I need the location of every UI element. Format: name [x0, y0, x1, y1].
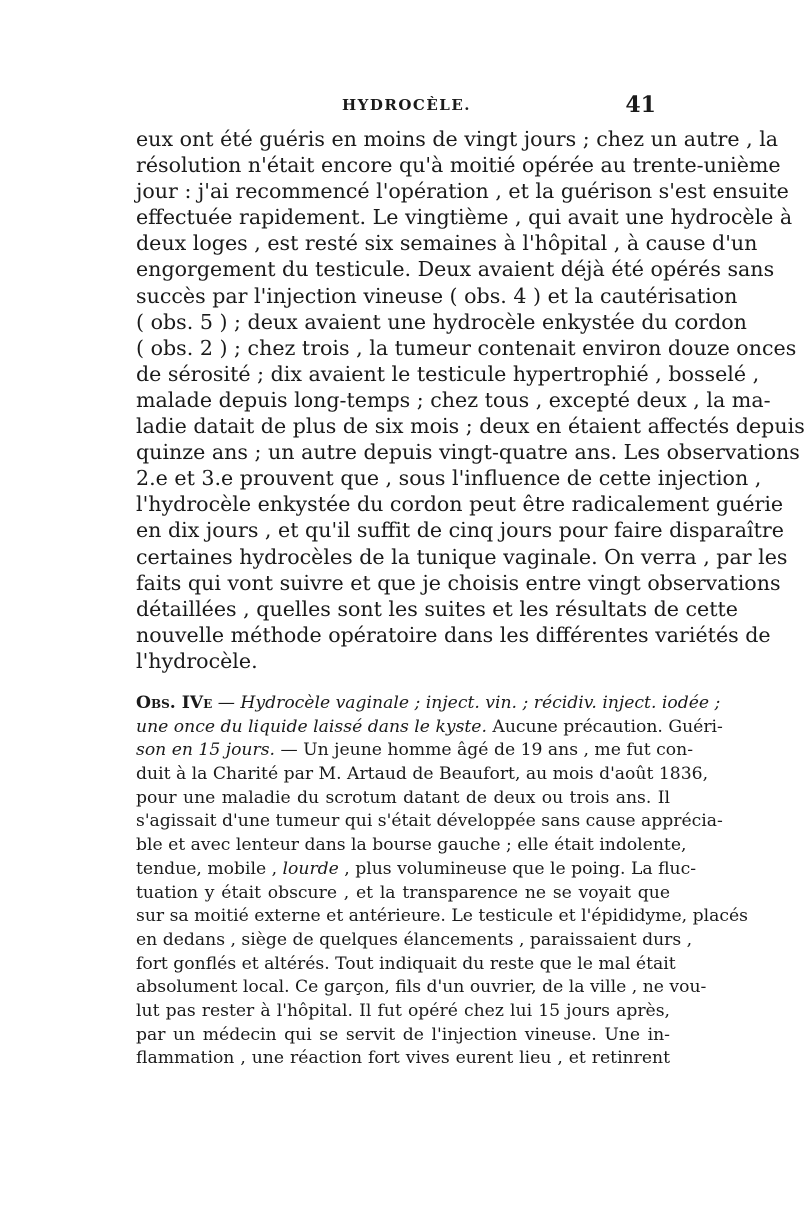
text-span: , plus volumineuse que le poing. La fluc-	[338, 858, 697, 879]
text-line: malade depuis long-temps ; chez tous , excepté deux , la ma-	[136, 387, 771, 412]
text-line: détaillées , quelles sont les suites et les résultats de cette	[136, 596, 738, 621]
italic-phrase: une once du liquide laissé dans le kyste.	[136, 716, 487, 737]
text-span: — Un jeune homme âgé de 19 ans , me fut con-	[275, 740, 694, 761]
text-line: en dix jours , et qu'il suffit de cinq jours pour faire disparaître	[136, 518, 784, 543]
observation-line: duit à la Charité par M. Artaud de Beaufort, au mois d'août 1836,	[136, 764, 709, 785]
observation-line	[136, 692, 721, 716]
observation-line	[136, 739, 694, 763]
observation-line: pour une maladie du scrotum datant de deux ou trois ans. Il	[136, 787, 670, 808]
text-line: jour : j'ai recommencé l'opération , et la guérison s'est ensuite	[136, 179, 789, 204]
text-line: nouvelle méthode opératoire dans les différentes variétés de	[136, 622, 771, 647]
text-line: faits qui vont suivre et que je choisis entre vingt observations	[136, 570, 781, 595]
observation-heading: Obs. IVe	[136, 693, 213, 713]
observation-line: tuation y était obscure , et la transparence ne se voyait que	[136, 882, 670, 903]
observation-line: fort gonflés et altérés. Tout indiquait du reste que le mal était	[136, 953, 676, 974]
observation-line	[136, 716, 723, 740]
observation-line	[136, 858, 697, 882]
text-line: eux ont été guéris en moins de vingt jours ; chez un autre , la	[136, 127, 779, 151]
observation-line: s'agissait d'une tumeur qui s'était développée sans cause apprécia-	[136, 811, 723, 832]
observation-line: flammation , une réaction fort vives eurent lieu , et retinrent	[136, 1048, 670, 1069]
text-line: l'hydrocèle.	[136, 648, 258, 673]
text-line: deux loges , est resté six semaines à l'hôpital , à cause d'un	[136, 231, 758, 256]
text-line: ( obs. 2 ) ; chez trois , la tumeur contenait environ douze onces	[136, 335, 797, 360]
observation-section	[136, 692, 748, 1071]
text-line: effectuée rapidement. Le vingtième , qui avait une hydrocèle à	[136, 205, 793, 230]
observation-line: ble et avec lenteur dans la bourse gauche ; elle était indolente,	[136, 835, 687, 856]
main-paragraph	[136, 126, 805, 674]
observation-line: sur sa moitié externe et antérieure. Le testicule et l'épididyme, placés	[136, 906, 748, 927]
observation-line: absolument local. Ce garçon, fils d'un ouvrier, de la ville , ne vou-	[136, 977, 707, 998]
text-span: tendue, mobile ,	[136, 858, 283, 879]
text-span: Aucune précaution. Guéri-	[486, 716, 723, 737]
observation-subject: — Hydrocèle vaginale ; inject. vin. ; récidiv. inject. iodée ;	[217, 693, 721, 713]
text-line: 2.e et 3.e prouvent que , sous l'influence de cette injection ,	[136, 466, 762, 491]
text-line: engorgement du testicule. Deux avaient déjà été opérés sans	[136, 257, 775, 282]
text-line: quinze ans ; un autre depuis vingt-quatre ans. Les observations	[136, 440, 800, 465]
text-line: succès par l'injection vineuse ( obs. 4 ) et la cautérisation	[136, 283, 738, 308]
text-line: résolution n'était encore qu'à moitié opérée au trente-unième	[136, 153, 781, 178]
observation-line: en dedans , siège de quelques élancements , paraissaient durs ,	[136, 929, 693, 950]
running-title: HYDROCÈLE.	[342, 96, 471, 114]
text-line: certaines hydrocèles de la tunique vaginale. On verra , par les	[136, 544, 788, 569]
text-line: ( obs. 5 ) ; deux avaient une hydrocèle enkystée du cordon	[136, 309, 747, 334]
observation-line: par un médecin qui se servit de l'injection vineuse. Une in-	[136, 1024, 670, 1045]
observation-line: lut pas rester à l'hôpital. Il fut opéré chez lui 15 jours après,	[136, 1000, 670, 1021]
text-line: de sérosité ; dix avaient le testicule hypertrophié , bosselé ,	[136, 361, 760, 386]
page-header	[136, 92, 656, 122]
page-number: 41	[625, 92, 656, 118]
italic-phrase: son en 15 jours.	[136, 740, 275, 761]
text-line: l'hydrocèle enkystée du cordon peut être radicalement guérie	[136, 492, 784, 517]
text-line: ladie datait de plus de six mois ; deux en étaient affectés depuis	[136, 414, 805, 439]
italic-phrase: lourde	[282, 858, 339, 879]
